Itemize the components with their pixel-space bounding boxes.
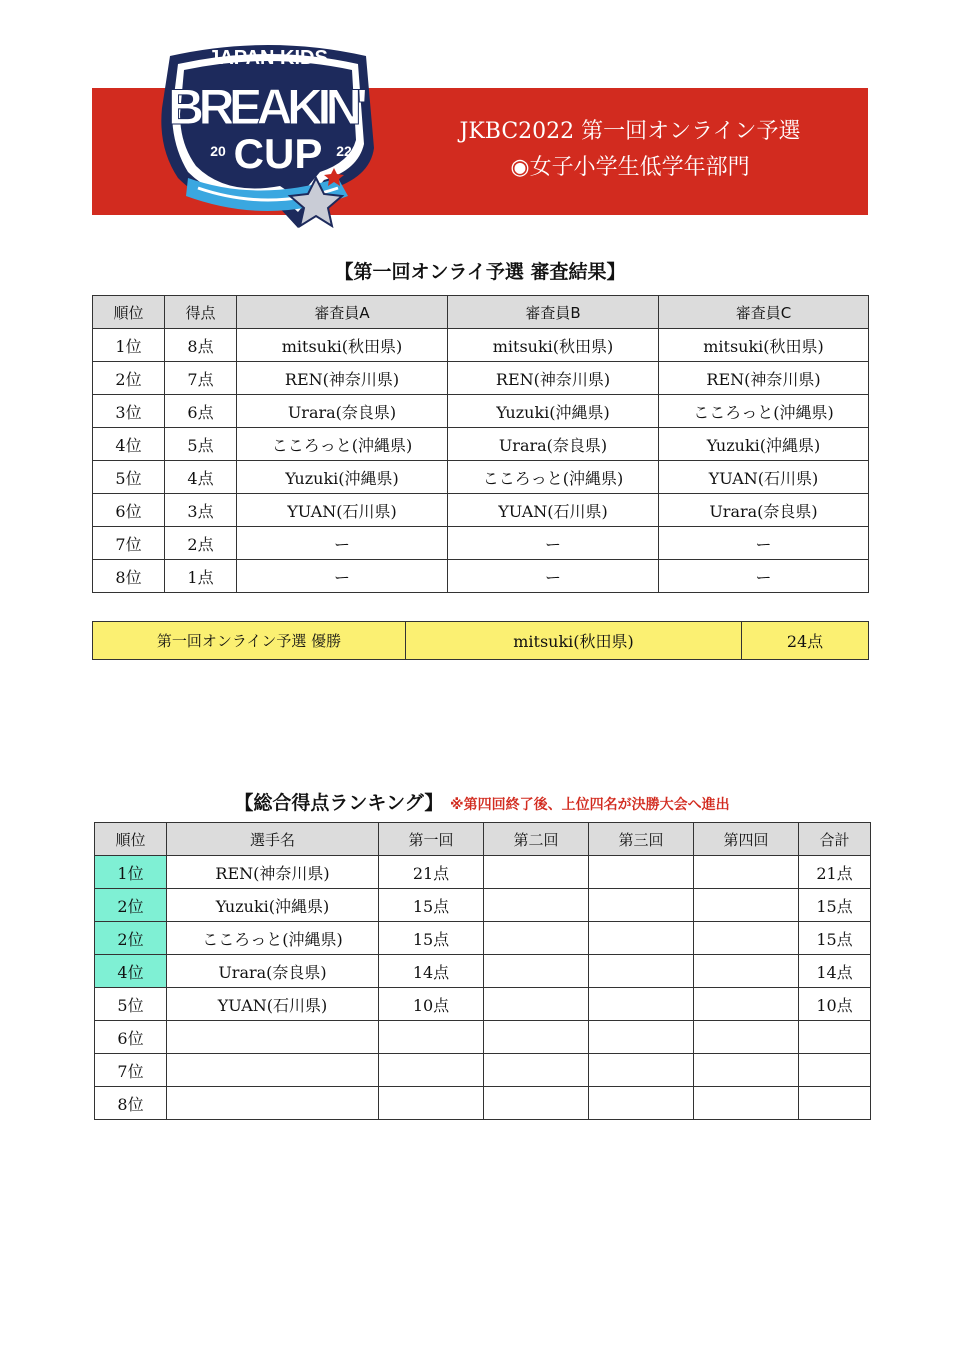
table-cell xyxy=(484,889,589,922)
ranking-header-3: 第二回 xyxy=(484,823,589,856)
rank-cell: 4位 xyxy=(93,428,165,461)
table-cell: 21点 xyxy=(379,856,484,889)
table-cell: 8点 xyxy=(165,329,237,362)
table-cell: ー xyxy=(448,560,659,593)
table-cell: Urara(奈良県) xyxy=(237,395,448,428)
table-cell: Yuzuki(沖縄県) xyxy=(448,395,659,428)
table-cell xyxy=(694,856,799,889)
winner-table xyxy=(92,621,869,660)
winner-score: 24点 xyxy=(742,622,869,660)
ranking-note: ※第四回終了後、上位四名が決勝大会へ進出 xyxy=(450,797,730,813)
table-cell xyxy=(484,1021,589,1054)
table-cell: ー xyxy=(659,527,869,560)
table-cell xyxy=(694,922,799,955)
table-cell: 5点 xyxy=(165,428,237,461)
rank-cell: 6位 xyxy=(95,1021,167,1054)
table-cell xyxy=(484,988,589,1021)
table-row xyxy=(93,428,869,461)
table-cell: Urara(奈良県) xyxy=(659,494,869,527)
table-cell: ー xyxy=(237,527,448,560)
table-cell: こころっと(沖縄県) xyxy=(237,428,448,461)
table-row xyxy=(95,1054,871,1087)
table-cell: 10点 xyxy=(379,988,484,1021)
table-cell: 14点 xyxy=(379,955,484,988)
table-row xyxy=(93,329,869,362)
banner-line1: JKBC2022 第一回オンライン予選 xyxy=(459,119,801,144)
table-cell xyxy=(589,1087,694,1120)
rank-cell: 7位 xyxy=(95,1054,167,1087)
table-row xyxy=(93,527,869,560)
table-cell: 7点 xyxy=(165,362,237,395)
table-cell: 15点 xyxy=(799,922,871,955)
winner-label: 第一回オンライン予選 優勝 xyxy=(93,622,406,660)
table-cell xyxy=(379,1087,484,1120)
table-cell xyxy=(167,1087,379,1120)
table-cell: 15点 xyxy=(379,922,484,955)
results-header-4: 審査員C xyxy=(659,296,869,329)
table-cell xyxy=(484,1087,589,1120)
table-row xyxy=(93,560,869,593)
results-table xyxy=(92,295,869,593)
rank-cell: 2位 xyxy=(95,922,167,955)
banner-title xyxy=(410,114,850,186)
table-cell: こころっと(沖縄県) xyxy=(167,922,379,955)
ranking-header-5: 第四回 xyxy=(694,823,799,856)
table-cell xyxy=(589,889,694,922)
logo-line1: JAPAN KIDS xyxy=(208,47,328,69)
table-cell: mitsuki(秋田県) xyxy=(659,329,869,362)
ranking-header-2: 第一回 xyxy=(379,823,484,856)
results-header-3: 審査員B xyxy=(448,296,659,329)
ranking-header-6: 合計 xyxy=(799,823,871,856)
table-cell: 2点 xyxy=(165,527,237,560)
table-row xyxy=(95,922,871,955)
table-row xyxy=(95,1087,871,1120)
logo-year-left: 20 xyxy=(210,143,226,159)
table-cell xyxy=(694,955,799,988)
rank-cell: 5位 xyxy=(93,461,165,494)
rank-cell: 8位 xyxy=(95,1087,167,1120)
table-cell: 15点 xyxy=(379,889,484,922)
ranking-table xyxy=(94,822,871,1120)
table-cell: Urara(奈良県) xyxy=(167,955,379,988)
table-cell xyxy=(589,856,694,889)
table-cell: YUAN(石川県) xyxy=(167,988,379,1021)
rank-cell: 2位 xyxy=(93,362,165,395)
results-header-0: 順位 xyxy=(93,296,165,329)
logo-year-right: 22 xyxy=(336,143,352,159)
table-cell xyxy=(484,1054,589,1087)
rank-cell: 7位 xyxy=(93,527,165,560)
table-row xyxy=(95,988,871,1021)
table-cell: YUAN(石川県) xyxy=(659,461,869,494)
table-cell xyxy=(167,1021,379,1054)
breakin-cup-logo xyxy=(148,28,388,240)
results-title: 【第一回オンライ予選 審査結果】 xyxy=(334,261,626,283)
rank-cell: 5位 xyxy=(95,988,167,1021)
table-cell xyxy=(799,1021,871,1054)
table-cell: YUAN(石川県) xyxy=(448,494,659,527)
table-cell: 14点 xyxy=(799,955,871,988)
table-cell: ー xyxy=(237,560,448,593)
ranking-header-4: 第三回 xyxy=(589,823,694,856)
table-cell xyxy=(589,988,694,1021)
table-cell xyxy=(799,1054,871,1087)
rank-cell: 3位 xyxy=(93,395,165,428)
table-cell xyxy=(694,988,799,1021)
table-cell: REN(神奈川県) xyxy=(237,362,448,395)
table-cell: Yuzuki(沖縄県) xyxy=(659,428,869,461)
table-cell: 1点 xyxy=(165,560,237,593)
table-row xyxy=(95,856,871,889)
table-cell: mitsuki(秋田県) xyxy=(448,329,659,362)
banner-line2: ◉女子小学生低学年部門 xyxy=(510,155,750,180)
ranking-title: 【総合得点ランキング】 xyxy=(234,792,444,814)
table-cell xyxy=(799,1087,871,1120)
rank-cell: 1位 xyxy=(93,329,165,362)
table-cell: ー xyxy=(448,527,659,560)
table-cell: 15点 xyxy=(799,889,871,922)
table-row xyxy=(93,395,869,428)
ranking-header-0: 順位 xyxy=(95,823,167,856)
table-cell xyxy=(167,1054,379,1087)
table-cell: 3点 xyxy=(165,494,237,527)
table-cell xyxy=(589,1021,694,1054)
table-cell: Yuzuki(沖縄県) xyxy=(167,889,379,922)
table-cell: REN(神奈川県) xyxy=(659,362,869,395)
table-cell: こころっと(沖縄県) xyxy=(448,461,659,494)
table-cell xyxy=(694,889,799,922)
logo-line2: BREAKIN' xyxy=(168,79,368,135)
ranking-title-wrap xyxy=(94,788,870,815)
table-row xyxy=(93,362,869,395)
table-cell xyxy=(589,955,694,988)
table-row xyxy=(93,494,869,527)
table-cell: 4点 xyxy=(165,461,237,494)
table-cell: YUAN(石川県) xyxy=(237,494,448,527)
table-cell xyxy=(694,1087,799,1120)
rank-cell: 2位 xyxy=(95,889,167,922)
table-cell xyxy=(484,922,589,955)
table-cell: REN(神奈川県) xyxy=(167,856,379,889)
table-cell xyxy=(484,856,589,889)
table-cell xyxy=(589,922,694,955)
rank-cell: 1位 xyxy=(95,856,167,889)
table-cell: 10点 xyxy=(799,988,871,1021)
table-cell: Urara(奈良県) xyxy=(448,428,659,461)
table-cell xyxy=(694,1054,799,1087)
table-cell: 21点 xyxy=(799,856,871,889)
table-row xyxy=(95,955,871,988)
table-cell xyxy=(379,1021,484,1054)
rank-cell: 8位 xyxy=(93,560,165,593)
ranking-header-1: 選手名 xyxy=(167,823,379,856)
table-cell: こころっと(沖縄県) xyxy=(659,395,869,428)
table-cell: 6点 xyxy=(165,395,237,428)
table-cell xyxy=(379,1054,484,1087)
table-cell xyxy=(484,955,589,988)
table-cell: mitsuki(秋田県) xyxy=(237,329,448,362)
results-header-1: 得点 xyxy=(165,296,237,329)
winner-name: mitsuki(秋田県) xyxy=(406,622,742,660)
table-cell: ー xyxy=(659,560,869,593)
table-row xyxy=(95,889,871,922)
table-row xyxy=(95,1021,871,1054)
logo-line3: CUP xyxy=(233,130,323,177)
table-cell xyxy=(589,1054,694,1087)
table-cell xyxy=(694,1021,799,1054)
table-cell: REN(神奈川県) xyxy=(448,362,659,395)
rank-cell: 4位 xyxy=(95,955,167,988)
table-row xyxy=(93,461,869,494)
results-header-2: 審査員A xyxy=(237,296,448,329)
table-cell: Yuzuki(沖縄県) xyxy=(237,461,448,494)
rank-cell: 6位 xyxy=(93,494,165,527)
